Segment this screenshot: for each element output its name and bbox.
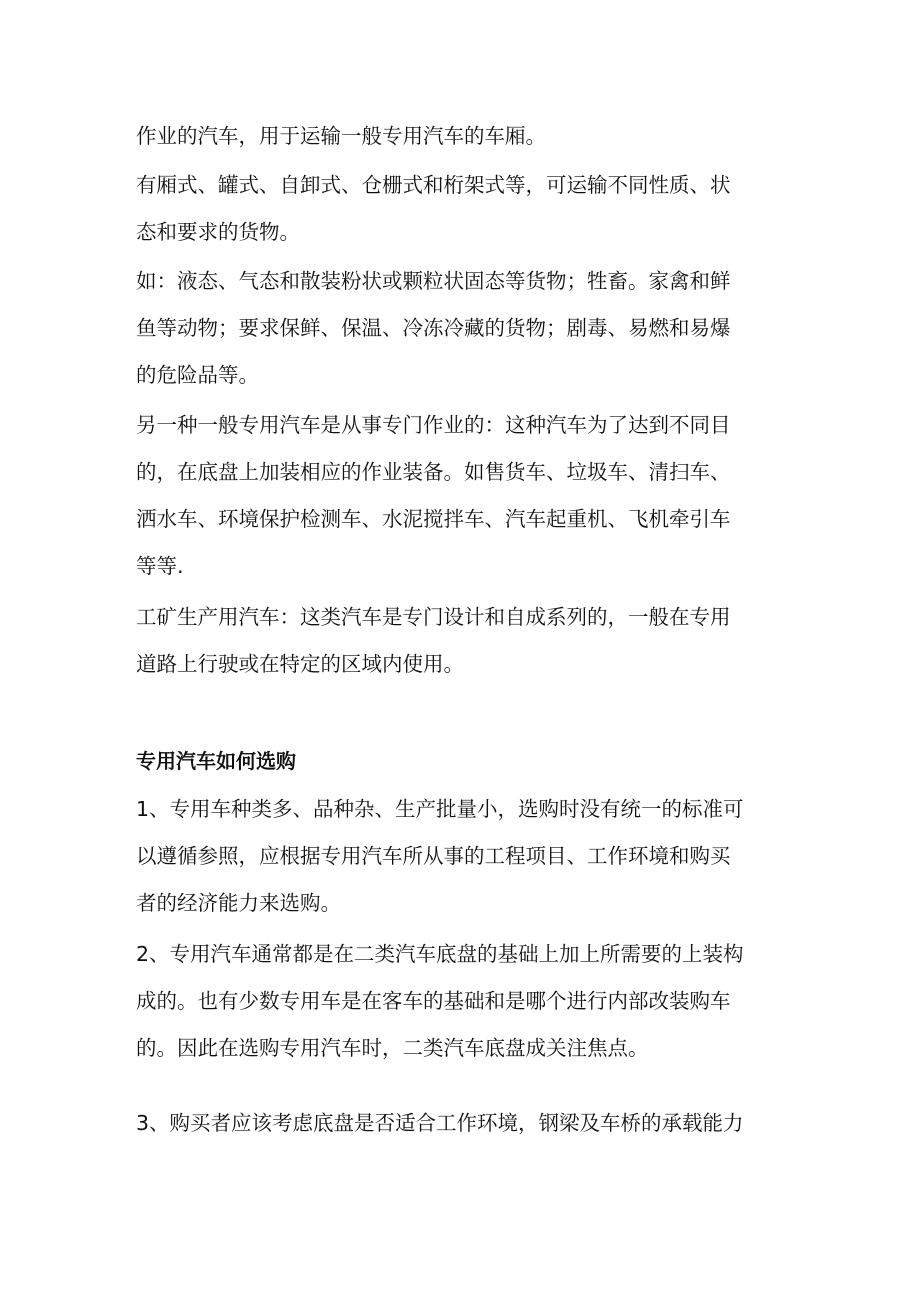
list-item-1: [136, 786, 796, 927]
paragraph-vehicle-box: [136, 113, 796, 160]
text-line: 道路上行驶或在特定的区域内使用。: [136, 652, 464, 676]
paragraph-mining-vehicles: [136, 594, 796, 688]
list-item-2: [136, 931, 796, 1072]
text-line: 工矿生产用汽车：这类汽车是专门设计和自成系列的，一般在专用: [136, 605, 731, 629]
text-line: 以遵循参照，应根据专用汽车所从事的工程项目、工作环境和购买: [136, 844, 731, 868]
text-line: 等等.: [136, 554, 184, 578]
text-line: 洒水车、环境保护检测车、水泥搅拌车、汽车起重机、飞机牵引车: [136, 507, 731, 531]
text-line: 如：液态、气态和散装粉状或颗粒状固态等货物；牲畜。家禽和鲜: [136, 269, 731, 293]
text-line: 3、购买者应该考虑底盘是否适合工作环境，钢梁及车桥的承载能力: [136, 1111, 744, 1135]
paragraph-cargo-examples: [136, 258, 796, 399]
text-line: 有厢式、罐式、自卸式、仓栅式和桁架式等，可运输不同性质、状: [136, 173, 731, 197]
text-line: 1、专用车种类多、品种杂、生产批量小，选购时没有统一的标准可: [136, 797, 744, 821]
text-line: 鱼等动物；要求保鲜、保温、冷冻冷藏的货物；剧毒、易燃和易爆: [136, 316, 731, 340]
text-line: 者的经济能力来选购。: [136, 891, 341, 915]
list-item-3: [136, 1100, 796, 1147]
heading-text: 专用汽车如何选购: [136, 749, 296, 773]
text-line: 的。因此在选购专用汽车时，二类汽车底盘成关注焦点。: [136, 1036, 649, 1060]
text-line: 2、专用汽车通常都是在二类汽车底盘的基础上加上所需要的上装构: [136, 942, 744, 966]
paragraph-special-operation: [136, 402, 796, 590]
text-line: 的危险品等。: [136, 363, 259, 387]
paragraph-box-types: [136, 162, 796, 256]
text-line: 的，在底盘上加装相应的作业装备。如售货车、垃圾车、清扫车、: [136, 460, 731, 484]
text-line: 态和要求的货物。: [136, 220, 300, 244]
text-line: 另一种一般专用汽车是从事专门作业的：这种汽车为了达到不同目: [136, 413, 731, 437]
section-heading: [136, 738, 796, 785]
text-line: 成的。也有少数专用车是在客车的基础和是哪个进行内部改装购车: [136, 989, 731, 1013]
text-line: 作业的汽车，用于运输一般专用汽车的车厢。: [136, 124, 546, 148]
